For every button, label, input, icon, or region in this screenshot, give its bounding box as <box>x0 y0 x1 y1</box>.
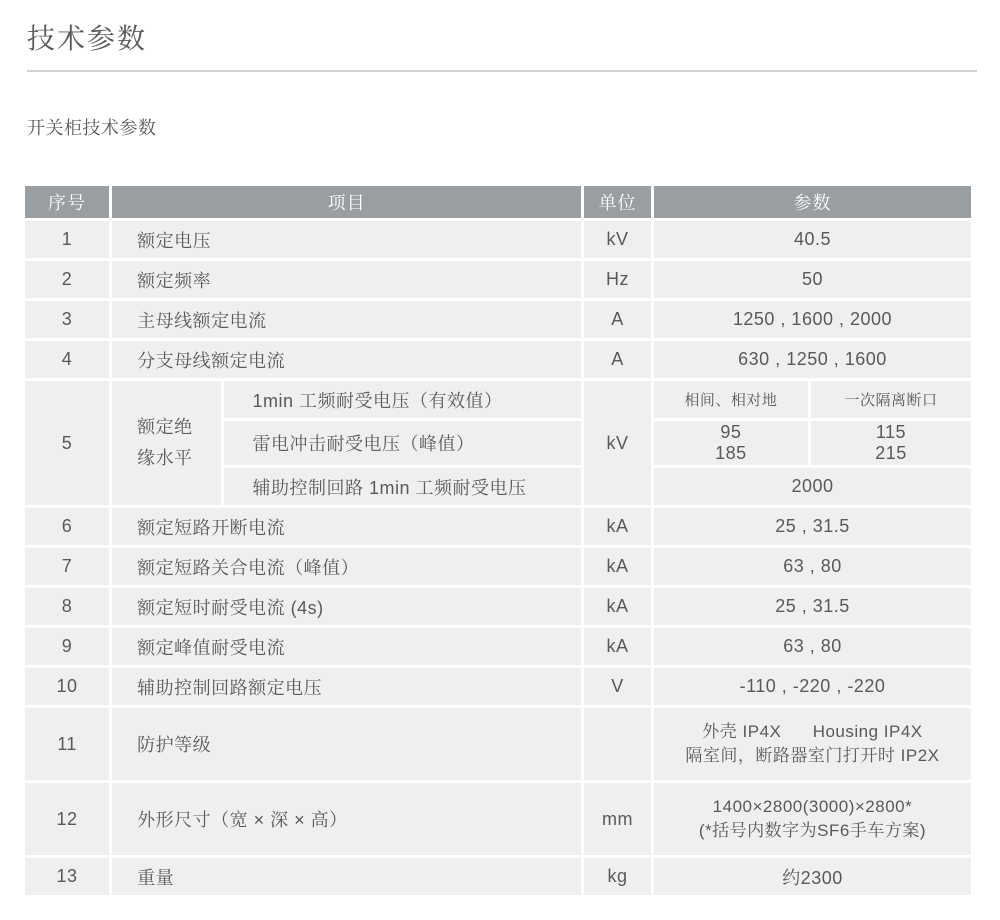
cell-item: 主母线额定电流 <box>112 301 581 338</box>
cell-item: 外形尺寸（宽 × 深 × 高） <box>112 783 581 855</box>
table-row <box>25 548 971 585</box>
cell-subitem: 雷电冲击耐受电压（峰值） <box>224 421 581 465</box>
cell-param-subheader: 一次隔离断口 <box>811 381 971 418</box>
cell-item: 分支母线额定电流 <box>112 341 581 378</box>
cell-no: 11 <box>25 708 109 780</box>
header-cell-item: 项目 <box>112 186 581 218</box>
param-line: 外壳 IP4X Housing IP4X <box>702 722 923 741</box>
table-row <box>25 341 971 378</box>
cell-no: 13 <box>25 858 109 895</box>
cell-unit: kV <box>584 221 651 258</box>
cell-unit: V <box>584 668 651 705</box>
header-cell-no: 序号 <box>25 186 109 218</box>
cell-param: 1250 , 1600 , 2000 <box>654 301 971 338</box>
cell-item: 额定频率 <box>112 261 581 298</box>
cell-unit <box>584 708 651 780</box>
cell-item-group-label: 额定绝缘水平 <box>137 417 193 468</box>
param-value: 115 <box>875 422 907 442</box>
cell-param-multiline <box>654 708 971 780</box>
cell-param: 50 <box>654 261 971 298</box>
cell-param: 25 , 31.5 <box>654 508 971 545</box>
cell-unit: A <box>584 301 651 338</box>
cell-no: 5 <box>25 381 109 505</box>
cell-param: 25 , 31.5 <box>654 588 971 625</box>
cell-unit: kA <box>584 588 651 625</box>
table-row <box>25 668 971 705</box>
cell-param-multiline <box>654 783 971 855</box>
cell-no: 3 <box>25 301 109 338</box>
header-cell-unit: 单位 <box>584 186 651 218</box>
param-value: 185 <box>715 443 747 463</box>
cell-param: 630 , 1250 , 1600 <box>654 341 971 378</box>
cell-no: 2 <box>25 261 109 298</box>
header-cell-param: 参数 <box>654 186 971 218</box>
cell-item: 防护等级 <box>112 708 581 780</box>
cell-param: 63 , 80 <box>654 628 971 665</box>
table-row <box>25 588 971 625</box>
cell-param: 63 , 80 <box>654 548 971 585</box>
table-row <box>25 628 971 665</box>
table-row <box>25 301 971 338</box>
table-row <box>25 708 971 780</box>
cell-no: 8 <box>25 588 109 625</box>
cell-param: 40.5 <box>654 221 971 258</box>
cell-item: 重量 <box>112 858 581 895</box>
table-row <box>25 508 971 545</box>
table-header-row <box>25 186 971 218</box>
cell-item: 额定峰值耐受电流 <box>112 628 581 665</box>
cell-item: 额定短时耐受电流 (4s) <box>112 588 581 625</box>
param-line: (*括号内数字为SF6手车方案) <box>698 821 927 840</box>
cell-no: 1 <box>25 221 109 258</box>
cell-unit: kA <box>584 628 651 665</box>
cell-unit: kV <box>584 381 651 505</box>
table-row <box>25 221 971 258</box>
cell-param-stack <box>811 421 971 465</box>
cell-param: -110 , -220 , -220 <box>654 668 971 705</box>
cell-param: 2000 <box>654 468 971 505</box>
table-row <box>25 261 971 298</box>
cell-unit: kA <box>584 508 651 545</box>
cell-param-subheader: 相间、相对地 <box>654 381 808 418</box>
cell-param-stack <box>654 421 808 465</box>
title-divider <box>27 70 977 72</box>
cell-param: 约2300 <box>654 858 971 895</box>
page-title: 技术参数 <box>27 23 148 54</box>
cell-unit: Hz <box>584 261 651 298</box>
cell-no: 9 <box>25 628 109 665</box>
cell-item: 额定短路关合电流（峰值） <box>112 548 581 585</box>
cell-item-group <box>112 381 221 505</box>
cell-subitem: 1min 工频耐受电压（有效值） <box>224 381 581 418</box>
param-line: 隔室间，断路器室门打开时 IP2X <box>685 746 940 765</box>
spec-table <box>22 183 974 898</box>
cell-no: 12 <box>25 783 109 855</box>
cell-item: 额定电压 <box>112 221 581 258</box>
cell-unit: mm <box>584 783 651 855</box>
table-row-group <box>25 381 971 418</box>
cell-item: 辅助控制回路额定电压 <box>112 668 581 705</box>
table-row <box>25 783 971 855</box>
param-line: 1400×2800(3000)×2800* <box>712 797 913 816</box>
cell-no: 6 <box>25 508 109 545</box>
param-value: 215 <box>875 443 907 463</box>
section-subtitle: 开关柜技术参数 <box>27 118 157 138</box>
table-row <box>25 858 971 895</box>
cell-unit: kA <box>584 548 651 585</box>
cell-subitem: 辅助控制回路 1min 工频耐受电压 <box>224 468 581 505</box>
param-value: 95 <box>720 422 742 442</box>
cell-unit: kg <box>584 858 651 895</box>
cell-item: 额定短路开断电流 <box>112 508 581 545</box>
cell-no: 7 <box>25 548 109 585</box>
cell-no: 10 <box>25 668 109 705</box>
cell-unit: A <box>584 341 651 378</box>
cell-no: 4 <box>25 341 109 378</box>
